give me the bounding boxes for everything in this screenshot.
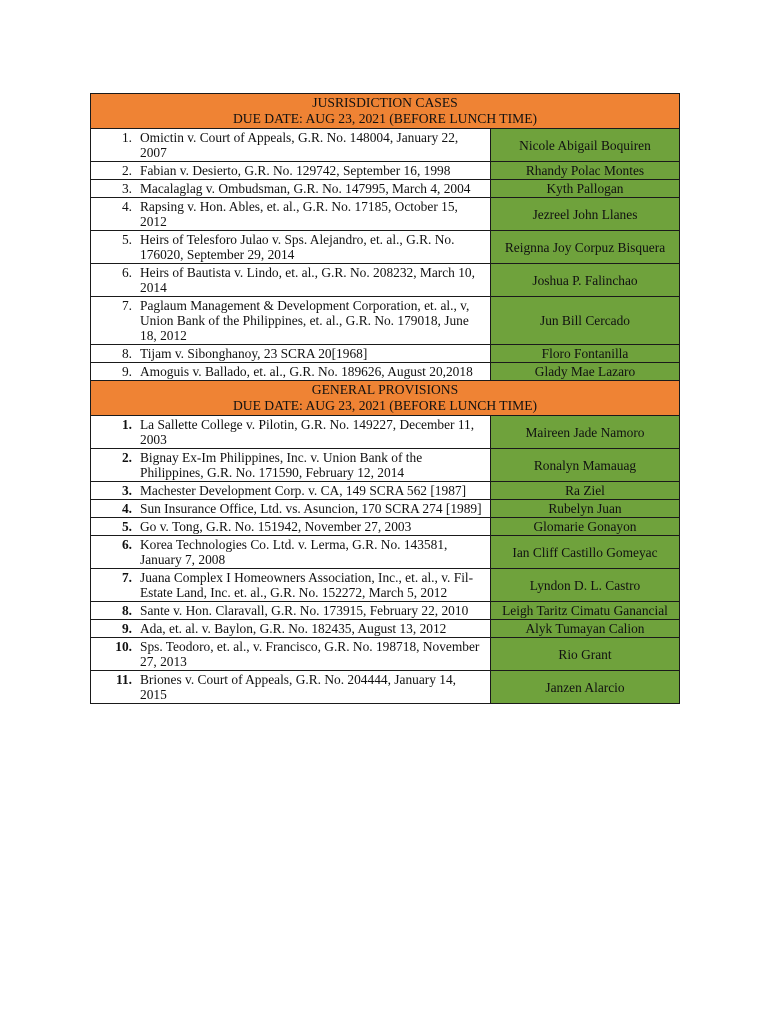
- section-heading: [91, 381, 680, 416]
- case-cell: [91, 231, 491, 264]
- assignee-name: Joshua P. Falinchao: [491, 264, 680, 297]
- case-title: Rapsing v. Hon. Ables, et. al., G.R. No. 17185, October 15, 2012: [140, 199, 458, 229]
- table-row: [91, 180, 680, 198]
- case-cell: [91, 162, 491, 180]
- assignee-name: Rhandy Polac Montes: [491, 162, 680, 180]
- case-cell: [91, 363, 491, 381]
- table-row: [91, 198, 680, 231]
- assignee-name: Ian Cliff Castillo Gomeyac: [491, 536, 680, 569]
- section-header-row: [91, 94, 680, 129]
- case-title: Korea Technologies Co. Ltd. v. Lerma, G.R. No. 143581, January 7, 2008: [140, 537, 448, 567]
- section-title: JUSRISDICTION CASES: [312, 95, 458, 110]
- section-due-date: DUE DATE: AUG 23, 2021 (BEFORE LUNCH TIME): [232, 111, 538, 126]
- case-number: 8.: [121, 346, 132, 361]
- case-number: 11.: [116, 672, 132, 687]
- table-row: [91, 345, 680, 363]
- case-title: Fabian v. Desierto, G.R. No. 129742, September 16, 1998: [140, 163, 451, 178]
- assignee-name: Ronalyn Mamauag: [491, 449, 680, 482]
- assignee-name: Alyk Tumayan Calion: [491, 620, 680, 638]
- table-row: [91, 231, 680, 264]
- assignee-name: Ra Ziel: [491, 482, 680, 500]
- case-number: 9.: [121, 621, 132, 636]
- case-title: Amoguis v. Ballado, et. al., G.R. No. 189626, August 20,2018: [140, 364, 473, 379]
- assignee-name: Reignna Joy Corpuz Bisquera: [491, 231, 680, 264]
- assignee-name: Floro Fontanilla: [491, 345, 680, 363]
- case-number: 5.: [121, 519, 132, 534]
- assignee-name: Rubelyn Juan: [491, 500, 680, 518]
- case-cell: [91, 536, 491, 569]
- assignee-name: Lyndon D. L. Castro: [491, 569, 680, 602]
- case-title: La Sallette College v. Pilotin, G.R. No. 149227, December 11, 2003: [140, 417, 475, 447]
- assignee-name: Leigh Taritz Cimatu Ganancial: [491, 602, 680, 620]
- table-row: [91, 264, 680, 297]
- case-number: 4.: [121, 501, 132, 516]
- assignee-name: Nicole Abigail Boquiren: [491, 129, 680, 162]
- case-title: Heirs of Bautista v. Lindo, et. al., G.R. No. 208232, March 10, 2014: [140, 265, 475, 295]
- section-due-date: DUE DATE: AUG 23, 2021 (BEFORE LUNCH TIME): [232, 398, 538, 413]
- case-title: Paglaum Management & Development Corporation, et. al., v, Union Bank of the Philippines, et. al., G.R. No. 179018, June 18, 2012: [140, 298, 470, 343]
- case-title: Sps. Teodoro, et. al., v. Francisco, G.R. No. 198718, November 27, 2013: [140, 639, 480, 669]
- case-number: 7.: [121, 298, 132, 313]
- case-assignment-table: [90, 93, 680, 704]
- case-number: 10.: [115, 639, 132, 654]
- case-number: 3.: [121, 181, 132, 196]
- case-cell: [91, 264, 491, 297]
- case-number: 3.: [121, 483, 132, 498]
- case-number: 9.: [121, 364, 132, 379]
- case-number: 2.: [121, 450, 132, 465]
- case-title: Sante v. Hon. Claravall, G.R. No. 173915, February 22, 2010: [140, 603, 469, 618]
- table-row: [91, 129, 680, 162]
- assignee-name: Maireen Jade Namoro: [491, 416, 680, 449]
- case-cell: [91, 180, 491, 198]
- case-cell: [91, 129, 491, 162]
- section-title: GENERAL PROVISIONS: [311, 382, 459, 397]
- case-cell: [91, 569, 491, 602]
- case-cell: [91, 518, 491, 536]
- case-cell: [91, 500, 491, 518]
- case-number: 5.: [121, 232, 132, 247]
- case-cell: [91, 671, 491, 704]
- case-title: Go v. Tong, G.R. No. 151942, November 27, 2003: [140, 519, 412, 534]
- case-cell: [91, 416, 491, 449]
- case-title: Machester Development Corp. v. CA, 149 SCRA 562 [1987]: [140, 483, 467, 498]
- table-row: [91, 297, 680, 345]
- table-row: [91, 416, 680, 449]
- assignee-name: Jezreel John Llanes: [491, 198, 680, 231]
- case-title: Omictin v. Court of Appeals, G.R. No. 148004, January 22, 2007: [140, 130, 459, 160]
- case-number: 1.: [121, 130, 132, 145]
- table-row: [91, 482, 680, 500]
- case-number: 8.: [121, 603, 132, 618]
- table-row: [91, 449, 680, 482]
- case-title: Briones v. Court of Appeals, G.R. No. 204444, January 14, 2015: [140, 672, 457, 702]
- assignee-name: Glomarie Gonayon: [491, 518, 680, 536]
- table-row: [91, 518, 680, 536]
- assignee-name: Jun Bill Cercado: [491, 297, 680, 345]
- case-number: 2.: [121, 163, 132, 178]
- case-title: Ada, et. al. v. Baylon, G.R. No. 182435, August 13, 2012: [140, 621, 447, 636]
- case-title: Sun Insurance Office, Ltd. vs. Asuncion, 170 SCRA 274 [1989]: [140, 501, 482, 516]
- table-row: [91, 536, 680, 569]
- case-cell: [91, 638, 491, 671]
- assignee-name: Glady Mae Lazaro: [491, 363, 680, 381]
- case-cell: [91, 345, 491, 363]
- table-row: [91, 363, 680, 381]
- case-number: 6.: [121, 537, 132, 552]
- case-cell: [91, 198, 491, 231]
- case-cell: [91, 449, 491, 482]
- assignee-name: Kyth Pallogan: [491, 180, 680, 198]
- case-title: Bignay Ex-Im Philippines, Inc. v. Union Bank of the Philippines, G.R. No. 171590, February 12, 2014: [140, 450, 423, 480]
- table-row: [91, 500, 680, 518]
- table-body: [91, 94, 680, 704]
- case-number: 7.: [121, 570, 132, 585]
- case-number: 1.: [121, 417, 132, 432]
- table-row: [91, 638, 680, 671]
- table-row: [91, 602, 680, 620]
- case-title: Macalaglag v. Ombudsman, G.R. No. 147995, March 4, 2004: [140, 181, 471, 196]
- case-cell: [91, 620, 491, 638]
- assignee-name: Janzen Alarcio: [491, 671, 680, 704]
- case-cell: [91, 482, 491, 500]
- case-title: Heirs of Telesforo Julao v. Sps. Alejandro, et. al., G.R. No. 176020, September 29, 2014: [140, 232, 455, 262]
- section-header-row: [91, 381, 680, 416]
- case-number: 6.: [121, 265, 132, 280]
- case-number: 4.: [121, 199, 132, 214]
- case-title: Tijam v. Sibonghanoy, 23 SCRA 20[1968]: [140, 346, 368, 361]
- table-row: [91, 620, 680, 638]
- assignee-name: Rio Grant: [491, 638, 680, 671]
- section-heading: [91, 94, 680, 129]
- table-row: [91, 162, 680, 180]
- case-cell: [91, 602, 491, 620]
- table-row: [91, 671, 680, 704]
- case-title: Juana Complex I Homeowners Association, Inc., et. al., v. Fil-Estate Land, Inc. et. al., G.R. No. 152272, March 5, 2012: [140, 570, 474, 600]
- case-cell: [91, 297, 491, 345]
- table-row: [91, 569, 680, 602]
